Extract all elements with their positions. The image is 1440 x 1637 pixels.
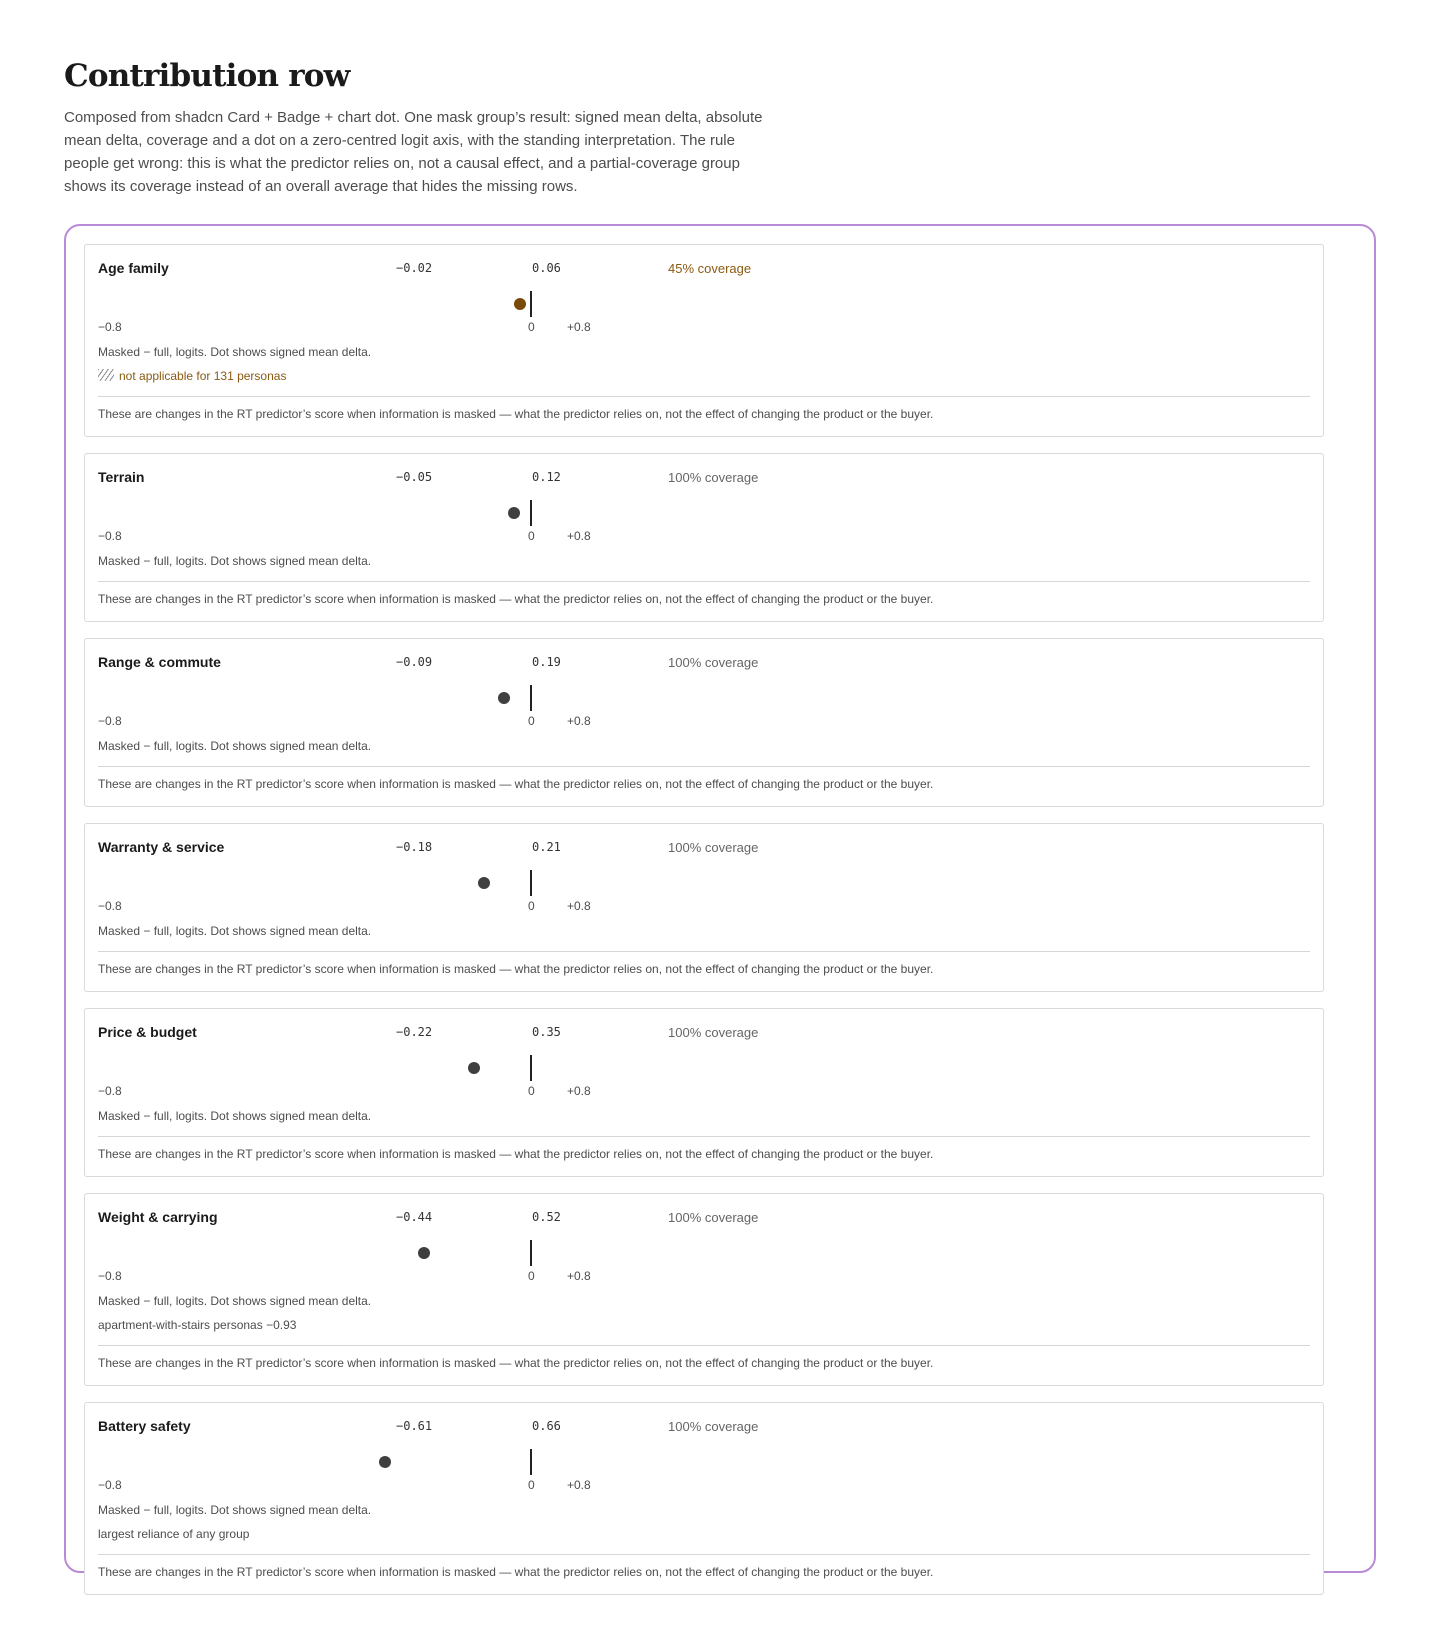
page bbox=[64, 56, 1376, 1579]
absolute-mean-delta: 0.21 bbox=[532, 840, 561, 854]
axis-max-label: +0.8 bbox=[567, 1478, 591, 1492]
axis-zero-label: 0 bbox=[528, 320, 535, 334]
axis-ticks bbox=[98, 1264, 618, 1288]
page-description: Composed from shadcn Card + Badge + chart dot. One mask group’s result: signed mean delta, absolute mean delta, coverage and a dot on a zero-centred logit axis, with the standing interpretation. The rule people get wrong: this is what the predictor relies on, not a causal effect, and a partial-coverage group shows its coverage instead of an overall average that hides the missing rows. bbox=[64, 109, 763, 195]
signed-delta-dot bbox=[514, 298, 526, 310]
coverage-badge: 100% coverage bbox=[668, 1419, 759, 1434]
axis-zero-label: 0 bbox=[528, 1084, 535, 1098]
card-header bbox=[85, 454, 1323, 500]
signed-mean-delta: −0.61 bbox=[396, 1419, 433, 1433]
card-header bbox=[85, 1194, 1323, 1240]
zero-line bbox=[530, 685, 532, 711]
group-name: Price & budget bbox=[98, 1024, 197, 1040]
row-annotation-text: apartment-with-stairs personas −0.93 bbox=[98, 1318, 297, 1332]
group-name: Terrain bbox=[98, 469, 145, 485]
axis-note: Masked − full, logits. Dot shows signed mean delta. bbox=[98, 924, 372, 938]
axis-min-label: −0.8 bbox=[98, 1084, 122, 1098]
logit-axis bbox=[98, 1240, 598, 1262]
preview-frame bbox=[64, 224, 1376, 1579]
group-name: Age family bbox=[98, 260, 169, 276]
signed-mean-delta: −0.44 bbox=[396, 1210, 433, 1224]
row-annotation bbox=[98, 367, 1323, 385]
contribution-card-2 bbox=[84, 453, 1324, 622]
interpretation-footer: These are changes in the RT predictor’s score when information is masked — what the predictor relies on, not the effect of changing the product or the buyer. bbox=[98, 777, 934, 791]
card-header bbox=[85, 1403, 1323, 1449]
axis-min-label: −0.8 bbox=[98, 899, 122, 913]
row-annotation bbox=[98, 1316, 1323, 1334]
axis-note: Masked − full, logits. Dot shows signed mean delta. bbox=[98, 1109, 372, 1123]
zero-line bbox=[530, 500, 532, 526]
group-name: Battery safety bbox=[98, 1418, 191, 1434]
axis-note: Masked − full, logits. Dot shows signed mean delta. bbox=[98, 1503, 372, 1517]
absolute-mean-delta: 0.12 bbox=[532, 470, 561, 484]
signed-mean-delta: −0.05 bbox=[396, 470, 433, 484]
logit-axis bbox=[98, 1055, 598, 1077]
coverage-badge: 100% coverage bbox=[668, 470, 759, 485]
signed-delta-dot bbox=[379, 1456, 391, 1468]
coverage-badge: 100% coverage bbox=[668, 840, 759, 855]
axis-ticks bbox=[98, 1079, 618, 1103]
group-name: Range & commute bbox=[98, 654, 221, 670]
contribution-card-3 bbox=[84, 638, 1324, 807]
signed-mean-delta: −0.22 bbox=[396, 1025, 433, 1039]
signed-delta-dot bbox=[418, 1247, 430, 1259]
axis-max-label: +0.8 bbox=[567, 899, 591, 913]
absolute-mean-delta: 0.06 bbox=[532, 261, 561, 275]
signed-delta-dot bbox=[478, 877, 490, 889]
signed-delta-dot bbox=[508, 507, 520, 519]
card-header bbox=[85, 1009, 1323, 1055]
axis-min-label: −0.8 bbox=[98, 1478, 122, 1492]
axis-note: Masked − full, logits. Dot shows signed mean delta. bbox=[98, 739, 372, 753]
logit-axis bbox=[98, 870, 598, 892]
axis-note: Masked − full, logits. Dot shows signed mean delta. bbox=[98, 554, 372, 568]
signed-delta-dot bbox=[468, 1062, 480, 1074]
coverage-badge: 100% coverage bbox=[668, 1210, 759, 1225]
axis-min-label: −0.8 bbox=[98, 1269, 122, 1283]
card-header bbox=[85, 639, 1323, 685]
contribution-card-5 bbox=[84, 1008, 1324, 1177]
axis-max-label: +0.8 bbox=[567, 714, 591, 728]
row-annotation-text: largest reliance of any group bbox=[98, 1527, 250, 1541]
coverage-badge: 100% coverage bbox=[668, 655, 759, 670]
axis-ticks bbox=[98, 524, 618, 548]
zero-line bbox=[530, 870, 532, 896]
axis-zero-label: 0 bbox=[528, 714, 535, 728]
signed-mean-delta: −0.09 bbox=[396, 655, 433, 669]
axis-zero-label: 0 bbox=[528, 899, 535, 913]
absolute-mean-delta: 0.52 bbox=[532, 1210, 561, 1224]
axis-zero-label: 0 bbox=[528, 529, 535, 543]
group-name: Warranty & service bbox=[98, 839, 225, 855]
interpretation-footer: These are changes in the RT predictor’s score when information is masked — what the predictor relies on, not the effect of changing the product or the buyer. bbox=[98, 1565, 934, 1579]
row-annotation-text: not applicable for 131 personas bbox=[119, 369, 287, 383]
axis-max-label: +0.8 bbox=[567, 529, 591, 543]
contribution-rows bbox=[84, 244, 1324, 1611]
axis-ticks bbox=[98, 894, 618, 918]
contribution-card-1 bbox=[84, 244, 1324, 437]
absolute-mean-delta: 0.19 bbox=[532, 655, 561, 669]
axis-min-label: −0.8 bbox=[98, 529, 122, 543]
logit-axis bbox=[98, 291, 598, 313]
axis-min-label: −0.8 bbox=[98, 320, 122, 334]
interpretation-footer: These are changes in the RT predictor’s score when information is masked — what the predictor relies on, not the effect of changing the product or the buyer. bbox=[98, 1147, 934, 1161]
signed-mean-delta: −0.02 bbox=[396, 261, 433, 275]
contribution-card-7 bbox=[84, 1402, 1324, 1595]
interpretation-footer: These are changes in the RT predictor’s score when information is masked — what the predictor relies on, not the effect of changing the product or the buyer. bbox=[98, 407, 934, 421]
zero-line bbox=[530, 291, 532, 317]
row-annotation bbox=[98, 1525, 1323, 1543]
card-header bbox=[85, 824, 1323, 870]
contribution-card-4 bbox=[84, 823, 1324, 992]
absolute-mean-delta: 0.66 bbox=[532, 1419, 561, 1433]
zero-line bbox=[530, 1055, 532, 1081]
coverage-badge: 100% coverage bbox=[668, 1025, 759, 1040]
contribution-card-6 bbox=[84, 1193, 1324, 1386]
axis-max-label: +0.8 bbox=[567, 320, 591, 334]
hatch-icon bbox=[98, 369, 114, 381]
interpretation-footer: These are changes in the RT predictor’s score when information is masked — what the predictor relies on, not the effect of changing the product or the buyer. bbox=[98, 962, 934, 976]
signed-mean-delta: −0.18 bbox=[396, 840, 433, 854]
coverage-badge: 45% coverage bbox=[668, 261, 752, 276]
logit-axis bbox=[98, 1449, 598, 1471]
interpretation-footer: These are changes in the RT predictor’s score when information is masked — what the predictor relies on, not the effect of changing the product or the buyer. bbox=[98, 1356, 934, 1370]
axis-ticks bbox=[98, 709, 618, 733]
axis-zero-label: 0 bbox=[528, 1478, 535, 1492]
page-title: Contribution row bbox=[64, 58, 350, 94]
axis-max-label: +0.8 bbox=[567, 1084, 591, 1098]
zero-line bbox=[530, 1449, 532, 1475]
absolute-mean-delta: 0.35 bbox=[532, 1025, 561, 1039]
axis-note: Masked − full, logits. Dot shows signed mean delta. bbox=[98, 1294, 372, 1308]
axis-max-label: +0.8 bbox=[567, 1269, 591, 1283]
axis-ticks bbox=[98, 315, 618, 339]
axis-zero-label: 0 bbox=[528, 1269, 535, 1283]
group-name: Weight & carrying bbox=[98, 1209, 218, 1225]
zero-line bbox=[530, 1240, 532, 1266]
axis-ticks bbox=[98, 1473, 618, 1497]
card-header bbox=[85, 245, 1323, 291]
axis-note: Masked − full, logits. Dot shows signed mean delta. bbox=[98, 345, 372, 359]
axis-min-label: −0.8 bbox=[98, 714, 122, 728]
signed-delta-dot bbox=[498, 692, 510, 704]
logit-axis bbox=[98, 685, 598, 707]
interpretation-footer: These are changes in the RT predictor’s score when information is masked — what the predictor relies on, not the effect of changing the product or the buyer. bbox=[98, 592, 934, 606]
logit-axis bbox=[98, 500, 598, 522]
